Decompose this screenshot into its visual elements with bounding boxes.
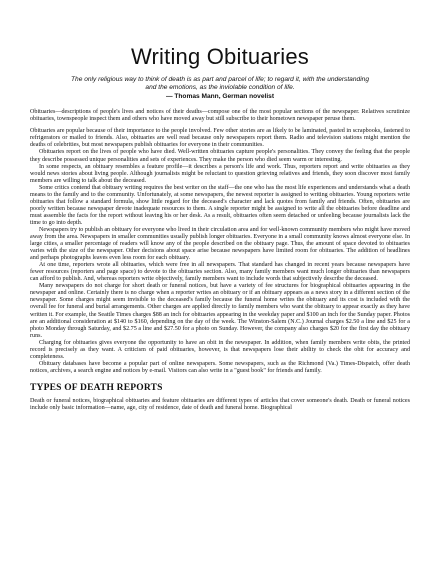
body-paragraph: At one time, reporters wrote all obituaries, which were free in all newspapers. That standard has changed in recent years because newspapers have fewer resources (reporters and page space) to devote to the obituaries section. Also, many family members want much longer obituaries than newspapers can afford to publish. And, whereas reporters write objectively, family members want to include words that subjectively describe the deceased. [30,262,410,283]
body-paragraph: Charging for obituaries gives everyone the opportunity to have an obit in the newspaper. In addition, when family members write obits, the printed record is precisely as they want. A criticism of paid obituaries, however, is that newspapers lose their ability to check the obit for accuracy and completeness. [30,339,410,360]
body-paragraph: Obituaries—descriptions of people's lives and notices of their deaths—compose one of the most popular sections of the newspaper. Relatives scrutinize obituaries, townspeople inspect them and others who have moved away but still subscribe to their hometown newspaper peruse them. [30,109,410,123]
body-paragraph: Newspapers try to publish an obituary for everyone who lived in their circulation area and for well-known community members who might have moved away from the area. Newspapers in smaller communities usually publish longer obituaries. Everyone in a small community knows almost everyone else. In large cities, a smaller percentage of readers will know any of the people described on the obituary page. Thus, the amount of space devoted to obituaries varies with the size of the newspaper. Other decisions about space arise because newspapers have limited room for obituaries. The addition of headlines and perhaps photographs leaves even less room for each obituary. [30,226,410,262]
epigraph-attribution: — Thomas Mann, German novelist [165,92,275,100]
page-title: Writing Obituaries [130,44,310,69]
body-paragraph: Obituaries report on the lives of people who have died. Well-written obituaries capture people's personalities. They convey the feeling that the people they describe possessed unique personalities and sets of experiences. They make the person who died seem warm or interesting. [30,149,410,163]
body-paragraph: Many newspapers do not charge for short death or funeral notices, but have a variety of fee structures for biographical obituaries appearing in the newspaper and online. Certainly there is no charge when a reporter writes an obituary or if an obituary appears as a news story in a different section of the newspaper. Some charges might seem invisible to the deceased's family because the funeral home writes the obituary and its cost is included with the overall fee for funeral and burial arrangements. Other charges are applied directly to family members who want the obituary to appear exactly as they have written it. For example, the Seattle Times charges $88 an inch for obituaries appearing in the weekday paper and $100 an inch for the Sunday paper. Photos are an additional consideration at $140 to $160, depending on the day of the week. The Winston-Salem (N.C.) Journal charges $2.50 a line and $25 for a photo Monday through Saturday, and $2.75 a line and $27.50 for a photo on Sunday. However, the company also charges $20 for the first day the obituary runs. [30,283,410,339]
section-heading: TYPES OF DEATH REPORTS [30,382,163,393]
epigraph-quote: The only religious way to think of death is as part and parcel of life; to regard it, with the understanding and the emotions, as the inviolable condition of life. [71,76,369,92]
body-paragraph: Obituaries are popular because of their importance to the people involved. Few other stories are as likely to be laminated, pasted in scrapbooks, fastened to refrigerators or mailed to friends. Also, obituaries are well read because only newspapers report them. Radio and television stations might mention the deaths of celebrities, but most newspapers publish obituaries for everyone in their communities. [30,128,410,149]
body-paragraph: In some respects, an obituary resembles a feature profile—it describes a person's life and work. Thus, reporters report and write obituaries as they would news stories about living people. Although journalists might be reluctant to question grieving relatives and friends, they soon discover most family members are willing to talk about the deceased. [30,163,410,184]
body-paragraph: Obituary databases have become a popular part of online newspapers. Some newspapers, such as the Richmond (Va.) Times-Dispatch, offer death notices, archives, a search engine and notices by e-mail. Visitors can also write in a "guest book" for friends and family. [30,360,410,374]
section-paragraph: Death or funeral notices, biographical obituaries and feature obituaries are different types of articles that cover someone's death. Death or funeral notices include only basic information—name, age, city of residence, date of death and funeral home. Biographical [30,397,410,411]
body-paragraph: Some critics contend that obituary writing requires the best writer on the staff—the one who has the most life experiences and understands what a death means to the family and to the community. Unfortunately, at some newspapers, the newest reporter is assigned to writing obituaries. Young reporters write obituaries that follow a standard formula, show little regard for the deceased's character and lack quotes from family and friends. Often, obituaries are poorly written because newspaper devote inadequate resources to them. A single reporter might be assigned to write all the obituaries before deadline and must assemble the facts for the report without leaving his or her desk. As a result, obituaries often seem detached or unfeeling because journalists lack the time to go into depth. [30,184,410,226]
